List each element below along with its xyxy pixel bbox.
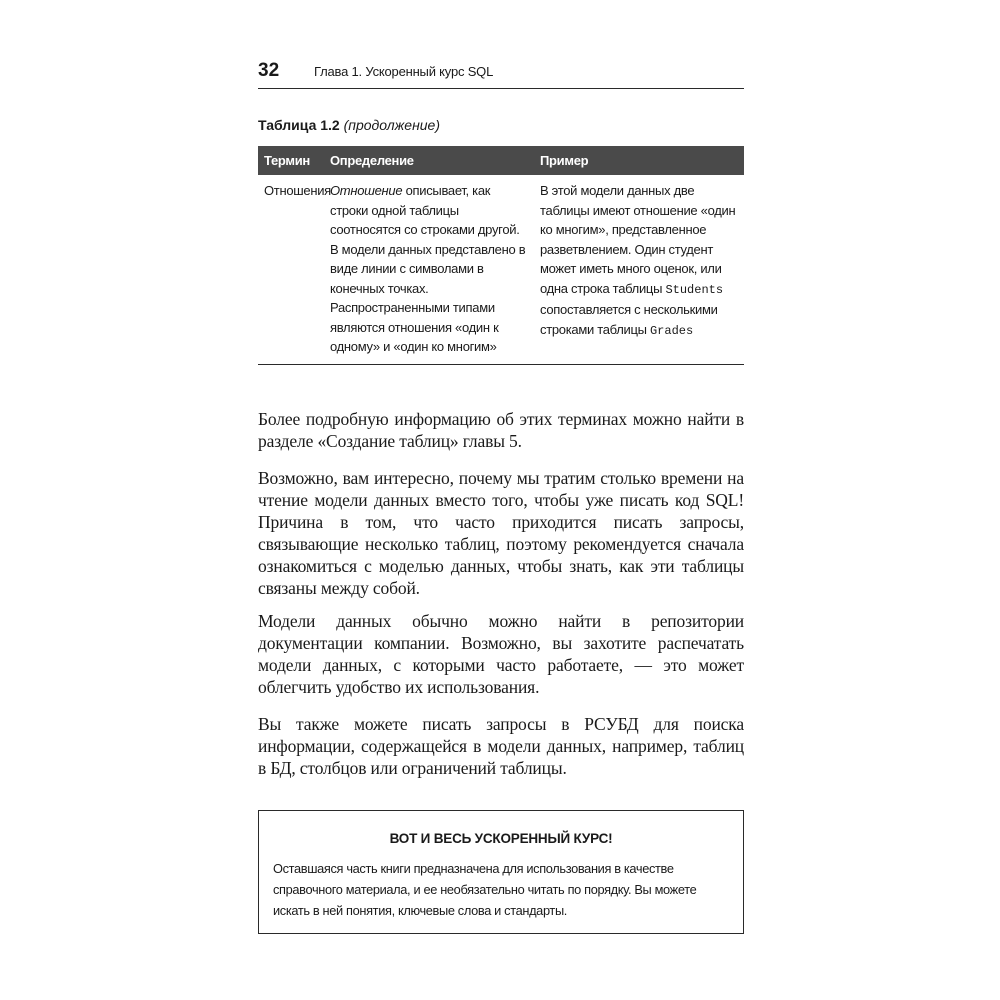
code-grades: Grades (649, 323, 694, 338)
table-caption-number: Таблица 1.2 (258, 117, 340, 133)
cell-term: Отношения (258, 175, 324, 364)
terms-table (258, 146, 744, 365)
example-text-2: сопоставляется с несколькими строками таблицы (540, 302, 718, 337)
paragraph-3: Модели данных обычно можно найти в репозитории документации компании. Возможно, вы захотите распечатать модели данных, с которыми часто работаете, — это может облегчить удобство их использования. (258, 611, 744, 697)
definition-text: описывает, как строки одной таблицы соотносятся со строками другой. В модели данных представлено в виде линии с символами в конечных точках. Распространенными типами являются отношения «один к одному» и «один ко многим» (330, 183, 526, 354)
book-page (258, 0, 744, 1000)
table-row (258, 175, 744, 364)
cell-example (534, 175, 744, 364)
code-students: Students (665, 282, 724, 297)
running-header (258, 58, 744, 89)
definition-emphasis: Отношение (330, 183, 403, 198)
table-caption-continued: (продолжение) (343, 117, 441, 133)
table-caption (258, 117, 440, 133)
example-text-1: В этой модели данных две таблицы имеют отношение «один ко многим», представленное разветвлением. Один студент может иметь много оценок, или одна строка таблицы (540, 183, 736, 296)
page-number: 32 (258, 60, 280, 81)
paragraph-4: Вы также можете писать запросы в РСУБД для поиска информации, содержащейся в модели данных, например, таблиц в БД, столбцов или ограничений таблицы. (258, 714, 744, 778)
paragraph-2: Возможно, вам интересно, почему мы тратим столько времени на чтение модели данных вместо того, чтобы уже писать код SQL! Причина в том, что часто приходится писать запросы, связывающие несколько таблиц, поэтому рекомендуется сначала ознакомиться с моделью данных, чтобы знать, как эти таблицы связаны между собой. (258, 468, 744, 598)
chapter-title: Глава 1. Ускоренный курс SQL (314, 64, 494, 79)
paragraph-1: Более подробную информацию об этих терминах можно найти в разделе «Создание таблиц» главы 5. (258, 409, 744, 451)
sidebar-box (258, 810, 744, 934)
column-header-example: Пример (534, 146, 744, 175)
table-header-row (258, 146, 744, 175)
cell-definition (324, 175, 534, 364)
sidebar-text: Оставшаяся часть книги предназначена для использования в качестве справочного материала, и ее необязательно читать по порядку. Вы можете искать в ней понятия, ключевые слова и стандарты. (273, 861, 697, 918)
sidebar-title: ВОТ И ВЕСЬ УСКОРЕННЫЙ КУРС! (389, 831, 613, 846)
column-header-term: Термин (258, 146, 324, 175)
column-header-definition: Определение (324, 146, 534, 175)
